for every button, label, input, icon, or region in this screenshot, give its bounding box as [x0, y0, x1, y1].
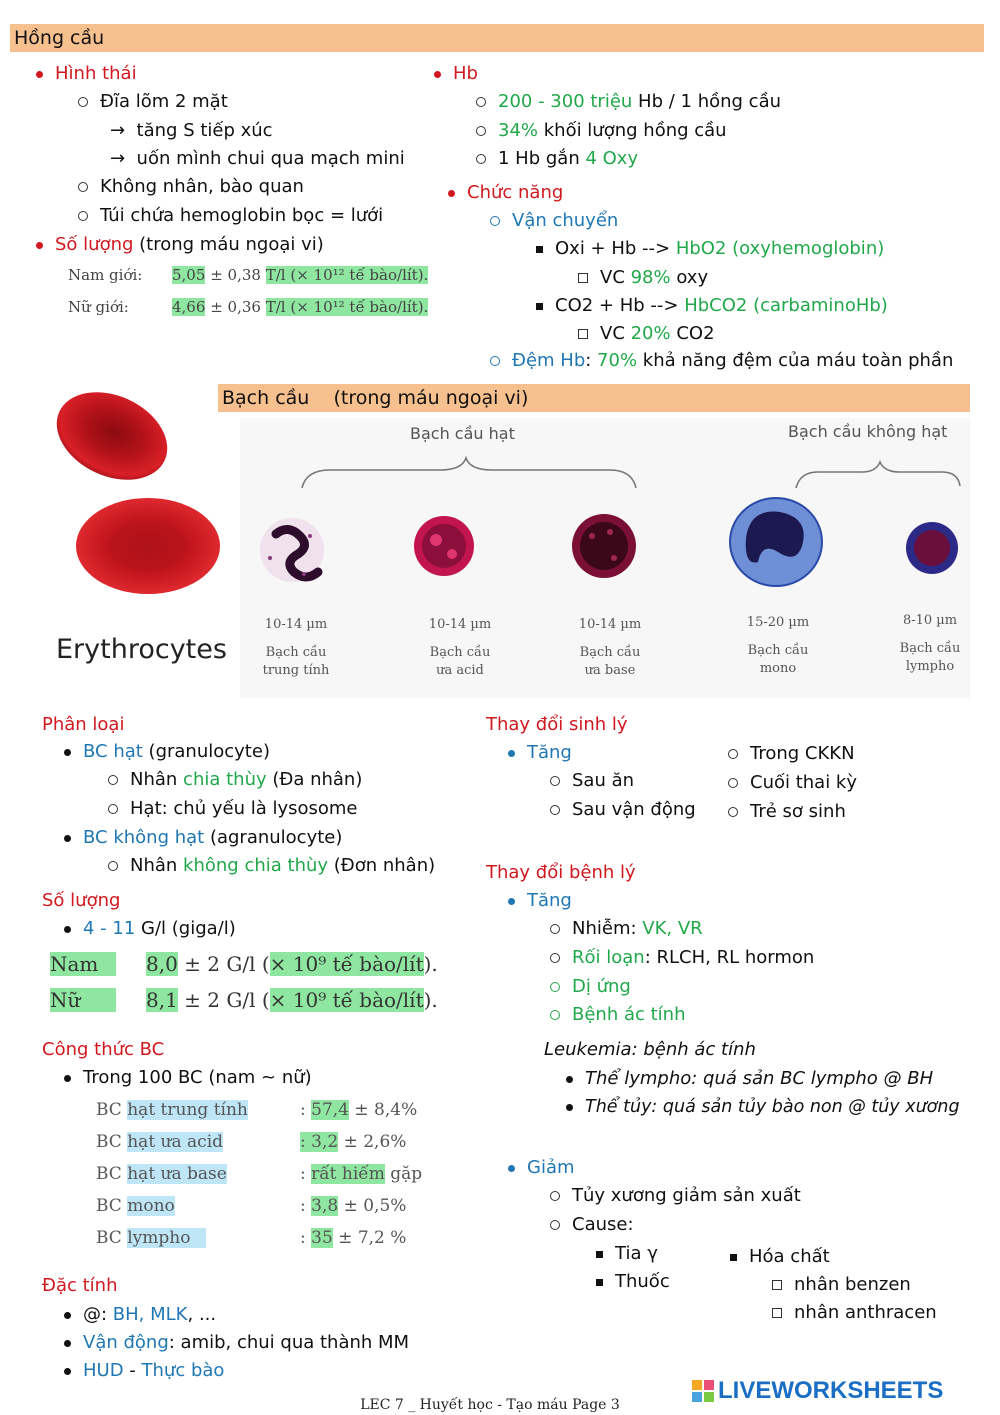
- hb-item: 200 - 300 triệu Hb / 1 hồng cầu: [476, 91, 781, 113]
- neutrophil-icon: [260, 518, 324, 582]
- sinh-ly-item: Cuối thai kỳ: [728, 772, 857, 794]
- liveworksheets-logo[interactable]: [692, 1377, 943, 1405]
- giam-item: Tủy xương giảm sản xuất: [550, 1185, 801, 1207]
- cell-label-eosinophil: 10-14 µm Bạch cầu ưa acid: [428, 617, 492, 678]
- bc-count-row-nu: Nữ 8,1 ± 2 G/l (× 10⁹ tế bào/lít).: [50, 988, 438, 1012]
- hc-count-row-nu: Nữ giới: 4,66 ± 0,36 T/l (× 10¹² tế bào/lít).: [68, 298, 429, 316]
- van-chuyen-item: Vận chuyển: [490, 210, 618, 232]
- hc-count-row-nam: Nam giới: 5,05 ± 0,38 T/l (× 10¹² tế bào/lít).: [68, 266, 429, 284]
- eosinophil-icon: [414, 516, 474, 576]
- cong-thuc-heading: Công thức BC: [42, 1039, 165, 1060]
- bc-hat-item: BC hạt (granulocyte): [64, 741, 270, 763]
- leukemia-item: Thể tủy: quá sản tủy bào non @ tủy xương: [566, 1096, 960, 1118]
- cell-label-lymphocyte: 8-10 µm Bạch cầu lympho: [899, 613, 961, 674]
- hinh-thai-item: Túi chứa hemoglobin bọc = lưới: [78, 205, 383, 227]
- hinh-thai-heading: Hình thái: [36, 63, 137, 85]
- bc-khong-hat-item: BC không hạt (agranulocyte): [64, 827, 342, 849]
- bc-range-item: 4 - 11 G/l (giga/l): [64, 918, 236, 940]
- hinh-thai-item: Không nhân, bào quan: [78, 176, 304, 198]
- hong-cau-title: Hồng cầu: [14, 27, 105, 49]
- dac-tinh-item: @: BH, MLK, ...: [64, 1304, 216, 1326]
- group-khong-hat-label: Bạch cầu không hạt: [788, 422, 948, 441]
- bc-count-row-nam: Nam 8,0 ± 2 G/l (× 10⁹ tế bào/lít).: [50, 952, 438, 976]
- benh-ly-item: Bệnh ác tính: [550, 1004, 685, 1026]
- sinh-ly-item: Sau ăn: [550, 770, 634, 792]
- sinh-ly-item: Trẻ sơ sinh: [728, 801, 846, 823]
- arrow-icon: →: [110, 148, 126, 169]
- formula-row: BC mono : 3,8 ± 0,5%: [96, 1196, 407, 1216]
- hb-item: 34% khối lượng hồng cầu: [476, 120, 727, 142]
- benh-ly-item: Dị ứng: [550, 976, 631, 998]
- nhan-khong-chia-item: Nhân không chia thùy (Đơn nhân): [108, 855, 435, 877]
- co2-hb-item: CO2 + Hb --> HbCO2 (carbaminoHb): [536, 295, 888, 317]
- erythrocyte-illustration: [44, 386, 234, 606]
- phan-loai-heading: Phân loại: [42, 714, 125, 735]
- basophil-icon: [572, 514, 636, 578]
- group-hat-label: Bạch cầu hạt: [410, 424, 515, 443]
- formula-row: BC lympho : 35 ± 7,2 %: [96, 1228, 407, 1248]
- hong-cau-header: [10, 24, 984, 52]
- oxi-hb-item: Oxi + Hb --> HbO2 (oxyhemoglobin): [536, 238, 884, 260]
- dac-tinh-item: Vận động: amib, chui qua thành MM: [64, 1332, 409, 1354]
- leukemia-item: Thể lympho: quá sản BC lympho @ BH: [566, 1068, 933, 1090]
- formula-row: BC hạt trung tính : 57,4 ± 8,4%: [96, 1100, 418, 1120]
- vc-co2-item: VC 20% CO2: [578, 323, 715, 345]
- hb-item: 1 Hb gắn 4 Oxy: [476, 148, 638, 170]
- bracket-khong-hat-icon: [796, 462, 960, 488]
- erythrocytes-label: Erythrocytes: [56, 634, 227, 665]
- arrow-icon: →: [110, 120, 126, 141]
- dac-tinh-heading: Đặc tính: [42, 1275, 118, 1296]
- hc-so-luong-heading: Số lượng (trong máu ngoại vi): [36, 234, 324, 256]
- benh-ly-tang: Tăng: [508, 890, 572, 912]
- bracket-hat-icon: [302, 458, 636, 488]
- bach-cau-title: Bạch cầu (trong máu ngoại vi): [222, 387, 529, 409]
- benh-ly-item: Rối loạn: RLCH, RL hormon: [550, 947, 814, 969]
- benh-ly-heading: Thay đổi bệnh lý: [486, 862, 636, 883]
- monocyte-icon: [730, 498, 822, 586]
- chemical-item: nhân anthracen: [772, 1302, 937, 1324]
- bc-so-luong-heading: Số lượng: [42, 890, 121, 911]
- dem-hb-item: Đệm Hb: 70% khả năng đệm của máu toàn phần: [490, 350, 953, 372]
- hinh-thai-subitem: → uốn mình chui qua mạch mini: [110, 148, 405, 169]
- chuc-nang-heading: Chức năng: [448, 182, 563, 204]
- benh-ly-item: Nhiễm: VK, VR: [550, 918, 703, 940]
- lymphocyte-icon: [906, 522, 958, 574]
- hat-lysosome-item: Hạt: chủ yếu là lysosome: [108, 798, 358, 820]
- formula-row: BC hạt ưa acid : 3,2 ± 2,6%: [96, 1132, 407, 1152]
- cell-label-monocyte: 15-20 µm Bạch cầu mono: [746, 615, 810, 676]
- bach-cau-header: [218, 384, 970, 412]
- brand-name: LIVEWORKSHEETS: [718, 1377, 944, 1404]
- benh-ly-giam: Giảm: [508, 1157, 575, 1179]
- cause-item: Thuốc: [596, 1271, 670, 1293]
- sinh-ly-item: Trong CKKN: [728, 743, 855, 765]
- hb-heading: Hb: [434, 63, 478, 85]
- page-footer: LEC 7 _ Huyết học - Tạo máu Page 3: [360, 1397, 620, 1413]
- formula-row: BC hạt ưa base : rất hiếm gặp: [96, 1164, 423, 1184]
- cause-item: Tia γ: [596, 1243, 658, 1265]
- leukemia-note: Leukemia: bệnh ác tính: [544, 1039, 756, 1060]
- vc-oxy-item: VC 98% oxy: [578, 267, 708, 289]
- sinh-ly-item: Sau vận động: [550, 799, 696, 821]
- hinh-thai-subitem: → tăng S tiếp xúc: [110, 120, 273, 141]
- sinh-ly-tang: Tăng: [508, 742, 572, 764]
- chemical-item: nhân benzen: [772, 1274, 911, 1296]
- cause-item: Hóa chất: [730, 1246, 830, 1268]
- sinh-ly-heading: Thay đổi sinh lý: [486, 714, 628, 735]
- logo-icon: [692, 1380, 714, 1402]
- nhan-chia-thuy-item: Nhân chia thùy (Đa nhân): [108, 769, 362, 791]
- cell-label-neutrophil: 10-14 µm Bạch cầu trung tính: [262, 617, 330, 678]
- dac-tinh-item: HUD - Thực bào: [64, 1360, 224, 1382]
- cong-thuc-intro: Trong 100 BC (nam ~ nữ): [64, 1067, 312, 1089]
- cell-label-basophil: 10-14 µm Bạch cầu ưa base: [578, 617, 642, 678]
- giam-item: Cause:: [550, 1214, 634, 1236]
- hinh-thai-item: Đĩa lõm 2 mặt: [78, 91, 228, 113]
